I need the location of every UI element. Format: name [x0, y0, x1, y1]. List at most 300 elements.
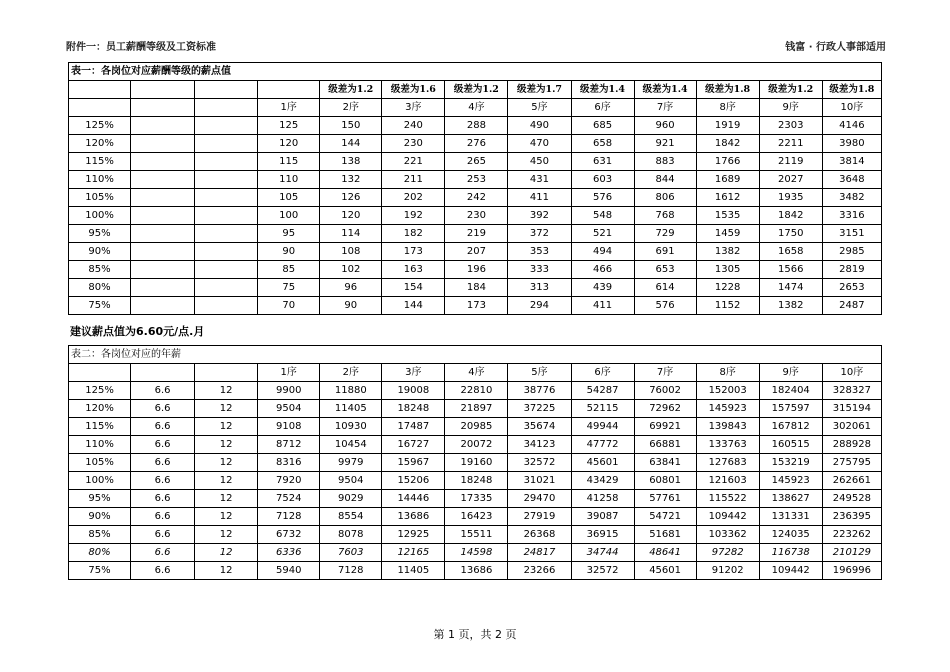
- annual-salary-cell: 11880: [320, 382, 382, 400]
- table-row: [69, 225, 882, 243]
- annual-salary-cell: 23266: [508, 562, 571, 580]
- table1-title: 表一：各岗位对应薪酬等级的薪点值: [69, 63, 882, 81]
- annual-salary-cell: 223262: [822, 526, 881, 544]
- annual-salary-cell: 7128: [320, 562, 382, 580]
- point-value-cell: 240: [382, 117, 445, 135]
- point-value-cell: 253: [445, 171, 508, 189]
- point-value-cell: 313: [508, 279, 571, 297]
- point-value-cell: 392: [508, 207, 571, 225]
- point-value-cell: 521: [571, 225, 634, 243]
- grade-header: 10序: [822, 364, 881, 382]
- table-row: [69, 117, 882, 135]
- percent-cell: 85%: [69, 261, 131, 279]
- percent-cell: 95%: [69, 490, 131, 508]
- grade-header: 3序: [382, 364, 445, 382]
- point-value-cell: 806: [634, 189, 696, 207]
- suggested-point-value-note: 建议薪点值为6.60元/点.月: [70, 325, 205, 338]
- annual-salary-cell: 63841: [634, 454, 696, 472]
- table-row: [69, 562, 882, 580]
- annual-salary-cell: 47772: [571, 436, 634, 454]
- annual-salary-cell: 8078: [320, 526, 382, 544]
- annual-salary-cell: 9900: [258, 382, 320, 400]
- months-cell: 12: [195, 400, 258, 418]
- point-value-cell: 144: [320, 135, 382, 153]
- point-value-cell: 125: [258, 117, 320, 135]
- percent-cell: 120%: [69, 400, 131, 418]
- point-value-cell: 1566: [759, 261, 822, 279]
- table-row: [69, 472, 882, 490]
- empty-cell: [195, 81, 258, 99]
- point-value-cell: 353: [508, 243, 571, 261]
- point-value-cell: 548: [571, 207, 634, 225]
- annual-salary-cell: 24817: [508, 544, 571, 562]
- empty-cell: [195, 99, 258, 117]
- point-value-cell: 3980: [822, 135, 881, 153]
- point-value-cell: 1935: [759, 189, 822, 207]
- annual-salary-cell: 13686: [445, 562, 508, 580]
- point-value-cell: 470: [508, 135, 571, 153]
- level-diff-header: 级差为1.4: [634, 81, 696, 99]
- annual-salary-cell: 49944: [571, 418, 634, 436]
- percent-cell: 105%: [69, 189, 131, 207]
- point-value-cell: 75: [258, 279, 320, 297]
- percent-cell: 90%: [69, 508, 131, 526]
- point-value-cell: 3648: [822, 171, 881, 189]
- annual-salary-cell: 182404: [759, 382, 822, 400]
- table-row: [69, 508, 882, 526]
- point-value-cell: 120: [258, 135, 320, 153]
- point-value-cell: 603: [571, 171, 634, 189]
- annual-salary-cell: 45601: [634, 562, 696, 580]
- annual-salary-cell: 18248: [445, 472, 508, 490]
- empty-cell: [131, 99, 195, 117]
- annual-salary-cell: 15967: [382, 454, 445, 472]
- months-cell: 12: [195, 508, 258, 526]
- empty-cell: [131, 81, 195, 99]
- point-value-cell: 1152: [696, 297, 759, 315]
- point-value-cell: 1658: [759, 243, 822, 261]
- point-value-cell: 230: [445, 207, 508, 225]
- point-value-cell: 202: [382, 189, 445, 207]
- table-row: [69, 400, 882, 418]
- point-value-cell: 685: [571, 117, 634, 135]
- percent-cell: 115%: [69, 153, 131, 171]
- point-value-cell: 450: [508, 153, 571, 171]
- table-row: [69, 171, 882, 189]
- table-row: [69, 135, 882, 153]
- point-value-cell: 100: [258, 207, 320, 225]
- annual-salary-cell: 54287: [571, 382, 634, 400]
- annual-salary-cell: 14446: [382, 490, 445, 508]
- annual-salary-cell: 34123: [508, 436, 571, 454]
- point-value-cell: 96: [320, 279, 382, 297]
- annual-salary-cell: 12165: [382, 544, 445, 562]
- table-row: [69, 436, 882, 454]
- point-value-cell: 490: [508, 117, 571, 135]
- grade-header: 5序: [508, 364, 571, 382]
- percent-cell: 80%: [69, 279, 131, 297]
- point-value-cell: 110: [258, 171, 320, 189]
- annual-salary-cell: 51681: [634, 526, 696, 544]
- annual-salary-cell: 121603: [696, 472, 759, 490]
- empty-cell: [131, 153, 195, 171]
- table1-level-diff-row: [69, 81, 882, 99]
- table-row: [69, 297, 882, 315]
- header-right-title: 钱富 · 行政人事部适用: [785, 42, 886, 53]
- point-value-cell: 144: [382, 297, 445, 315]
- page-footer: 第 1 页，共 2 页: [433, 628, 517, 641]
- grade-header: 8序: [696, 364, 759, 382]
- annual-salary-cell: 76002: [634, 382, 696, 400]
- annual-salary-cell: 131331: [759, 508, 822, 526]
- point-value-cell: 230: [382, 135, 445, 153]
- annual-salary-cell: 103362: [696, 526, 759, 544]
- point-value-cell: 658: [571, 135, 634, 153]
- point-value-cell: 288: [445, 117, 508, 135]
- percent-cell: 125%: [69, 117, 131, 135]
- point-value-cell: 1842: [759, 207, 822, 225]
- point-value-cell: 2487: [822, 297, 881, 315]
- point-value-cell: 2211: [759, 135, 822, 153]
- point-value-cell: 1766: [696, 153, 759, 171]
- point-value-cell: 219: [445, 225, 508, 243]
- annual-salary-cell: 7603: [320, 544, 382, 562]
- annual-salary-cell: 31021: [508, 472, 571, 490]
- percent-cell: 90%: [69, 243, 131, 261]
- annual-salary-cell: 32572: [571, 562, 634, 580]
- annual-salary-cell: 35674: [508, 418, 571, 436]
- grade-header: 6序: [571, 364, 634, 382]
- point-value-cell: 3316: [822, 207, 881, 225]
- annual-salary-cell: 72962: [634, 400, 696, 418]
- point-value-cell: 2027: [759, 171, 822, 189]
- point-value-cell: 192: [382, 207, 445, 225]
- point-value-cell: 154: [382, 279, 445, 297]
- empty-cell: [131, 297, 195, 315]
- point-value-cell: 333: [508, 261, 571, 279]
- point-value-cell: 439: [571, 279, 634, 297]
- table-row: [69, 418, 882, 436]
- grade-header: 6序: [571, 99, 634, 117]
- point-value-cell: 294: [508, 297, 571, 315]
- grade-header: 1序: [258, 99, 320, 117]
- annual-salary-cell: 15511: [445, 526, 508, 544]
- empty-cell: [195, 225, 258, 243]
- annual-salary-cell: 32572: [508, 454, 571, 472]
- annual-salary-cell: 6336: [258, 544, 320, 562]
- annual-salary-cell: 236395: [822, 508, 881, 526]
- point-value-cell: 242: [445, 189, 508, 207]
- annual-salary-cell: 38776: [508, 382, 571, 400]
- annual-salary-cell: 8554: [320, 508, 382, 526]
- point-value-cell: 1474: [759, 279, 822, 297]
- empty-cell: [195, 243, 258, 261]
- empty-cell: [195, 364, 258, 382]
- point-value-cell: 276: [445, 135, 508, 153]
- empty-cell: [131, 243, 195, 261]
- rate-cell: 6.6: [131, 490, 195, 508]
- point-value-cell: 221: [382, 153, 445, 171]
- annual-salary-cell: 152003: [696, 382, 759, 400]
- percent-cell: 100%: [69, 472, 131, 490]
- point-value-cell: 631: [571, 153, 634, 171]
- annual-salary-cell: 138627: [759, 490, 822, 508]
- annual-salary-cell: 133763: [696, 436, 759, 454]
- level-diff-header: 级差为1.2: [445, 81, 508, 99]
- annual-salary-cell: 16423: [445, 508, 508, 526]
- percent-cell: 110%: [69, 436, 131, 454]
- percent-cell: 125%: [69, 382, 131, 400]
- annual-salary-cell: 249528: [822, 490, 881, 508]
- table-row: [69, 382, 882, 400]
- empty-cell: [195, 135, 258, 153]
- empty-cell: [131, 279, 195, 297]
- table1-container: [68, 62, 882, 315]
- table-row: [69, 544, 882, 562]
- annual-salary-cell: 22810: [445, 382, 508, 400]
- grade-header: 1序: [258, 364, 320, 382]
- point-value-cell: 431: [508, 171, 571, 189]
- point-value-cell: 1750: [759, 225, 822, 243]
- empty-cell: [69, 99, 131, 117]
- annual-salary-cell: 52115: [571, 400, 634, 418]
- level-diff-header: 级差为1.2: [759, 81, 822, 99]
- grade-header: 2序: [320, 364, 382, 382]
- point-value-cell: 1535: [696, 207, 759, 225]
- annual-salary-cell: 109442: [759, 562, 822, 580]
- annual-salary-cell: 145923: [759, 472, 822, 490]
- annual-salary-cell: 14598: [445, 544, 508, 562]
- annual-salary-cell: 9979: [320, 454, 382, 472]
- point-value-cell: 95: [258, 225, 320, 243]
- annual-salary-cell: 19160: [445, 454, 508, 472]
- rate-cell: 6.6: [131, 436, 195, 454]
- annual-salary-cell: 21897: [445, 400, 508, 418]
- empty-cell: [195, 261, 258, 279]
- annual-salary-cell: 12925: [382, 526, 445, 544]
- grade-header: 3序: [382, 99, 445, 117]
- annual-salary-cell: 109442: [696, 508, 759, 526]
- point-value-cell: 2819: [822, 261, 881, 279]
- months-cell: 12: [195, 436, 258, 454]
- point-value-cell: 883: [634, 153, 696, 171]
- point-value-cell: 1612: [696, 189, 759, 207]
- annual-salary-cell: 124035: [759, 526, 822, 544]
- table-row: [69, 490, 882, 508]
- table-row: [69, 243, 882, 261]
- point-value-cell: 372: [508, 225, 571, 243]
- annual-salary-cell: 145923: [696, 400, 759, 418]
- point-value-cell: 411: [571, 297, 634, 315]
- months-cell: 12: [195, 544, 258, 562]
- empty-cell: [258, 81, 320, 99]
- percent-cell: 75%: [69, 297, 131, 315]
- point-value-cell: 576: [634, 297, 696, 315]
- table1-grade-row: [69, 99, 882, 117]
- annual-salary-cell: 10454: [320, 436, 382, 454]
- table2-title: 表二：各岗位对应的年薪: [69, 346, 882, 364]
- point-value-cell: 1459: [696, 225, 759, 243]
- annual-salary-cell: 34744: [571, 544, 634, 562]
- annual-salary-cell: 39087: [571, 508, 634, 526]
- table-row: [69, 207, 882, 225]
- table-row: [69, 279, 882, 297]
- point-value-cell: 921: [634, 135, 696, 153]
- point-value-cell: 614: [634, 279, 696, 297]
- annual-salary-cell: 60801: [634, 472, 696, 490]
- annual-salary-cell: 9504: [320, 472, 382, 490]
- annual-salary-cell: 8712: [258, 436, 320, 454]
- annual-salary-cell: 7524: [258, 490, 320, 508]
- empty-cell: [195, 279, 258, 297]
- percent-cell: 105%: [69, 454, 131, 472]
- annual-salary-cell: 17487: [382, 418, 445, 436]
- grade-header: 4序: [445, 364, 508, 382]
- annual-salary-cell: 127683: [696, 454, 759, 472]
- annual-salary-cell: 167812: [759, 418, 822, 436]
- point-value-cell: 2985: [822, 243, 881, 261]
- rate-cell: 6.6: [131, 526, 195, 544]
- annual-salary-cell: 157597: [759, 400, 822, 418]
- point-value-cell: 411: [508, 189, 571, 207]
- months-cell: 12: [195, 472, 258, 490]
- percent-cell: 120%: [69, 135, 131, 153]
- grade-header: 9序: [759, 99, 822, 117]
- annual-salary-cell: 9108: [258, 418, 320, 436]
- months-cell: 12: [195, 490, 258, 508]
- percent-cell: 80%: [69, 544, 131, 562]
- annual-salary-cell: 48641: [634, 544, 696, 562]
- annual-salary-cell: 26368: [508, 526, 571, 544]
- empty-cell: [195, 189, 258, 207]
- rate-cell: 6.6: [131, 508, 195, 526]
- annual-salary-cell: 302061: [822, 418, 881, 436]
- empty-cell: [131, 225, 195, 243]
- table-row: [69, 526, 882, 544]
- annual-salary-cell: 19008: [382, 382, 445, 400]
- annual-salary-cell: 43429: [571, 472, 634, 490]
- annual-salary-cell: 41258: [571, 490, 634, 508]
- annual-salary-cell: 116738: [759, 544, 822, 562]
- empty-cell: [69, 364, 131, 382]
- rate-cell: 6.6: [131, 382, 195, 400]
- point-value-cell: 1228: [696, 279, 759, 297]
- rate-cell: 6.6: [131, 562, 195, 580]
- point-value-cell: 1689: [696, 171, 759, 189]
- annual-salary-cell: 9504: [258, 400, 320, 418]
- level-diff-header: 级差为1.2: [320, 81, 382, 99]
- annual-salary-cell: 7920: [258, 472, 320, 490]
- point-value-cell: 114: [320, 225, 382, 243]
- grade-header: 2序: [320, 99, 382, 117]
- annual-salary-table: [68, 345, 882, 580]
- annual-salary-cell: 115522: [696, 490, 759, 508]
- point-value-cell: 494: [571, 243, 634, 261]
- point-value-cell: 90: [320, 297, 382, 315]
- empty-cell: [195, 171, 258, 189]
- level-diff-header: 级差为1.6: [382, 81, 445, 99]
- annual-salary-cell: 196996: [822, 562, 881, 580]
- grade-header: 7序: [634, 364, 696, 382]
- point-value-cell: 3482: [822, 189, 881, 207]
- annual-salary-cell: 210129: [822, 544, 881, 562]
- annual-salary-cell: 328327: [822, 382, 881, 400]
- point-value-cell: 120: [320, 207, 382, 225]
- percent-cell: 115%: [69, 418, 131, 436]
- point-value-cell: 768: [634, 207, 696, 225]
- annual-salary-cell: 36915: [571, 526, 634, 544]
- annual-salary-cell: 139843: [696, 418, 759, 436]
- months-cell: 12: [195, 418, 258, 436]
- annual-salary-cell: 160515: [759, 436, 822, 454]
- percent-cell: 75%: [69, 562, 131, 580]
- months-cell: 12: [195, 454, 258, 472]
- annual-salary-cell: 11405: [382, 562, 445, 580]
- point-value-cell: 729: [634, 225, 696, 243]
- annual-salary-cell: 10930: [320, 418, 382, 436]
- percent-cell: 85%: [69, 526, 131, 544]
- annual-salary-cell: 275795: [822, 454, 881, 472]
- point-value-cell: 1842: [696, 135, 759, 153]
- annual-salary-cell: 8316: [258, 454, 320, 472]
- point-value-cell: 85: [258, 261, 320, 279]
- point-value-cell: 1919: [696, 117, 759, 135]
- table-row: [69, 189, 882, 207]
- point-value-cell: 2653: [822, 279, 881, 297]
- annual-salary-cell: 69921: [634, 418, 696, 436]
- table-row: [69, 261, 882, 279]
- point-value-cell: 691: [634, 243, 696, 261]
- annual-salary-cell: 54721: [634, 508, 696, 526]
- annual-salary-cell: 315194: [822, 400, 881, 418]
- header-left-title: 附件一：员工薪酬等级及工资标准: [66, 42, 216, 53]
- rate-cell: 6.6: [131, 418, 195, 436]
- point-value-cell: 182: [382, 225, 445, 243]
- annual-salary-cell: 37225: [508, 400, 571, 418]
- point-value-cell: 132: [320, 171, 382, 189]
- rate-cell: 6.6: [131, 454, 195, 472]
- annual-salary-cell: 11405: [320, 400, 382, 418]
- annual-salary-cell: 57761: [634, 490, 696, 508]
- percent-cell: 110%: [69, 171, 131, 189]
- empty-cell: [195, 117, 258, 135]
- point-value-cell: 2303: [759, 117, 822, 135]
- annual-salary-cell: 7128: [258, 508, 320, 526]
- annual-salary-cell: 17335: [445, 490, 508, 508]
- months-cell: 12: [195, 562, 258, 580]
- empty-cell: [131, 117, 195, 135]
- empty-cell: [131, 261, 195, 279]
- point-value-cell: 1382: [696, 243, 759, 261]
- percent-cell: 95%: [69, 225, 131, 243]
- empty-cell: [195, 153, 258, 171]
- point-value-cell: 173: [445, 297, 508, 315]
- table-row: [69, 454, 882, 472]
- point-value-cell: 105: [258, 189, 320, 207]
- annual-salary-cell: 153219: [759, 454, 822, 472]
- annual-salary-cell: 91202: [696, 562, 759, 580]
- level-diff-header: 级差为1.4: [571, 81, 634, 99]
- point-value-cell: 163: [382, 261, 445, 279]
- empty-cell: [69, 81, 131, 99]
- point-value-cell: 184: [445, 279, 508, 297]
- point-value-cell: 102: [320, 261, 382, 279]
- annual-salary-cell: 6732: [258, 526, 320, 544]
- point-value-cell: 576: [571, 189, 634, 207]
- months-cell: 12: [195, 526, 258, 544]
- level-diff-header: 级差为1.8: [696, 81, 759, 99]
- point-value-cell: 1305: [696, 261, 759, 279]
